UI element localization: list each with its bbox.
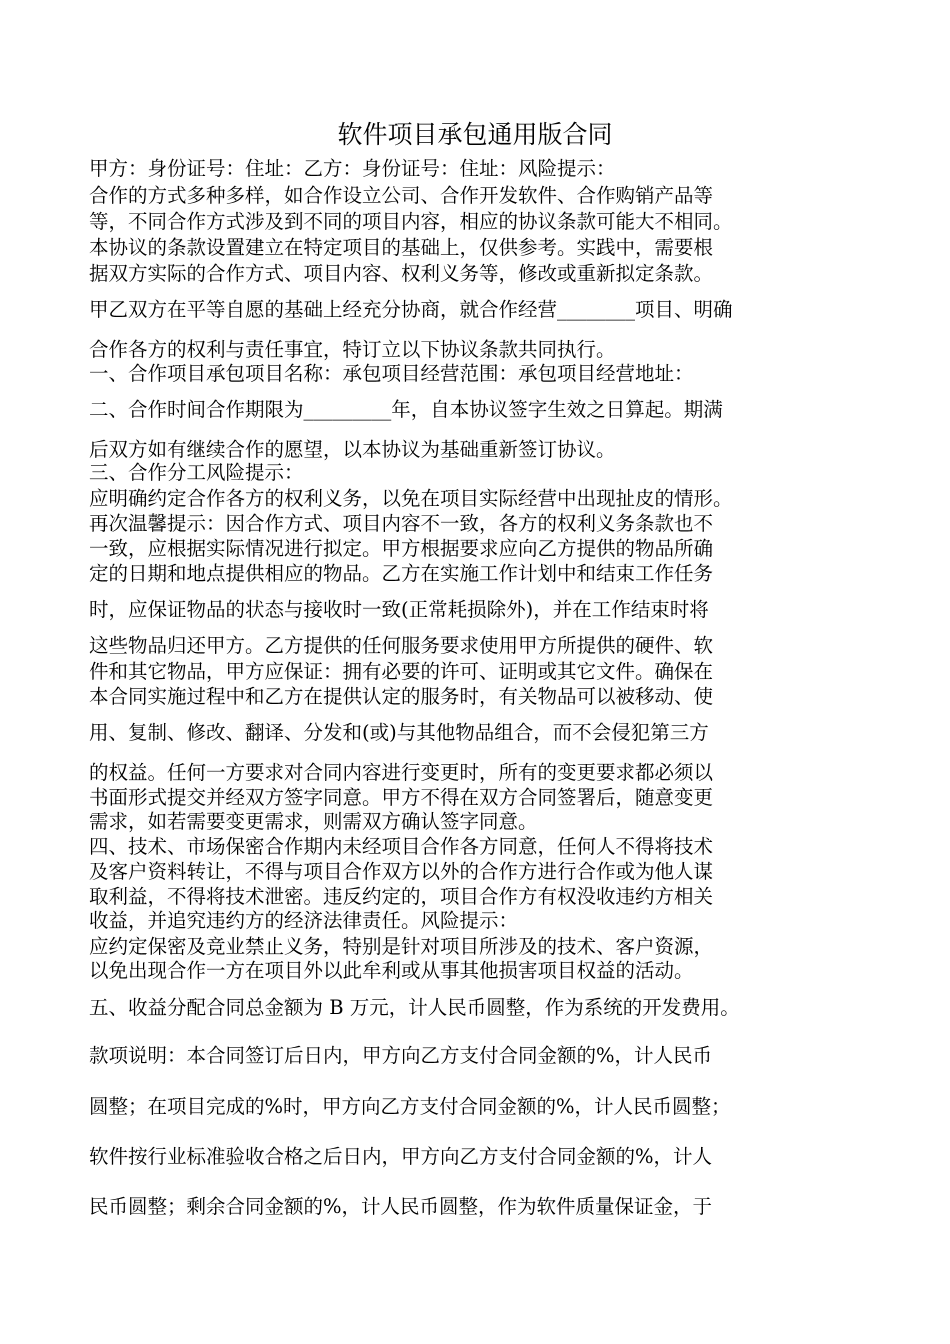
text-line: 应明确约定合作各方的权利义务，以免在项目实际经营中出现扯皮的情形。 — [89, 487, 733, 510]
text-line: 据双方实际的合作方式、项目内容、权利义务等，修改或重新拟定条款。 — [89, 262, 714, 285]
text-line: 收益，并追究违约方的经济法律责任。风险提示： — [89, 909, 519, 932]
text-line: 一致，应根据实际情况进行拟定。甲方根据要求应向乙方提供的物品所确 — [89, 537, 714, 560]
text-line: 件和其它物品，甲方应保证：拥有必要的许可、证明或其它文件。确保在 — [89, 660, 714, 683]
text-line: 用、复制、修改、翻译、分发和(或)与其他物品组合，而不会侵犯第三方 — [89, 721, 709, 744]
text-line: 等，不同合作方式涉及到不同的项目内容，相应的协议条款可能大不相同。 — [89, 210, 733, 233]
text-line: 甲乙双方在平等自愿的基础上经充分协商，就合作经营________项目、明确 — [89, 298, 733, 321]
text-line: 取利益，不得将技术泄密。违反约定的，项目合作方有权没收违约方相关 — [89, 885, 714, 908]
text-line: 应约定保密及竞业禁止义务，特别是针对项目所涉及的技术、客户资源， — [89, 935, 714, 958]
text-line: 五、收益分配合同总金额为 B 万元，计人民币圆整，作为系统的开发费用。 — [89, 996, 740, 1019]
text-line: 软件按行业标准验收合格之后日内，甲方向乙方支付合同金额的%，计人 — [89, 1145, 713, 1168]
text-line: 书面形式提交并经双方签字同意。甲方不得在双方合同签署后，随意变更 — [89, 786, 714, 809]
text-line: 合作的方式多种多样，如合作设立公司、合作开发软件、合作购销产品等 — [89, 184, 714, 207]
text-line: 三、合作分工风险提示： — [89, 461, 304, 484]
text-line: 甲方：身份证号：住址：乙方：身份证号：住址：风险提示： — [89, 157, 616, 180]
text-line: 款项说明：本合同签订后日内，甲方向乙方支付合同金额的%，计人民币 — [89, 1044, 713, 1067]
text-line: 需求，如若需要变更需求，则需双方确认签字同意。 — [89, 810, 538, 833]
text-line: 后双方如有继续合作的愿望，以本协议为基础重新签订协议。 — [89, 438, 616, 461]
text-line: 四、技术、市场保密合作期内未经项目合作各方同意，任何人不得将技术 — [89, 835, 714, 858]
text-line: 再次温馨提示：因合作方式、项目内容不一致，各方的权利义务条款也不 — [89, 512, 714, 535]
text-line: 本合同实施过程中和乙方在提供认定的服务时，有关物品可以被移动、使 — [89, 685, 714, 708]
text-line: 时，应保证物品的状态与接收时一致(正常耗损除外)，并在工作结束时将 — [89, 598, 709, 621]
text-line: 这些物品归还甲方。乙方提供的任何服务要求使用甲方所提供的硬件、软 — [89, 634, 714, 657]
document-title: 软件项目承包通用版合同 — [337, 120, 613, 149]
text-line: 及客户资料转让，不得与项目合作双方以外的合作方进行合作或为他人谋 — [89, 860, 714, 883]
text-line: 圆整；在项目完成的%时，甲方向乙方支付合同金额的%，计人民币圆整； — [89, 1095, 731, 1118]
text-line: 的权益。任何一方要求对合同内容进行变更时，所有的变更要求都必须以 — [89, 761, 714, 784]
text-line: 民币圆整；剩余合同金额的%，计人民币圆整，作为软件质量保证金，于 — [89, 1195, 713, 1218]
text-line: 定的日期和地点提供相应的物品。乙方在实施工作计划中和结束工作任务 — [89, 562, 714, 585]
text-line: 二、合作时间合作期限为_________年，自本协议签字生效之日算起。期满 — [89, 398, 723, 421]
text-line: 以免出现合作一方在项目外以此牟利或从事其他损害项目权益的活动。 — [89, 959, 694, 982]
text-line: 一、合作项目承包项目名称：承包项目经营范围：承包项目经营地址： — [89, 362, 694, 385]
text-line: 本协议的条款设置建立在特定项目的基础上，仅供参考。实践中，需要根 — [89, 236, 714, 259]
text-line: 合作各方的权利与责任事宜，特订立以下协议条款共同执行。 — [89, 338, 616, 361]
